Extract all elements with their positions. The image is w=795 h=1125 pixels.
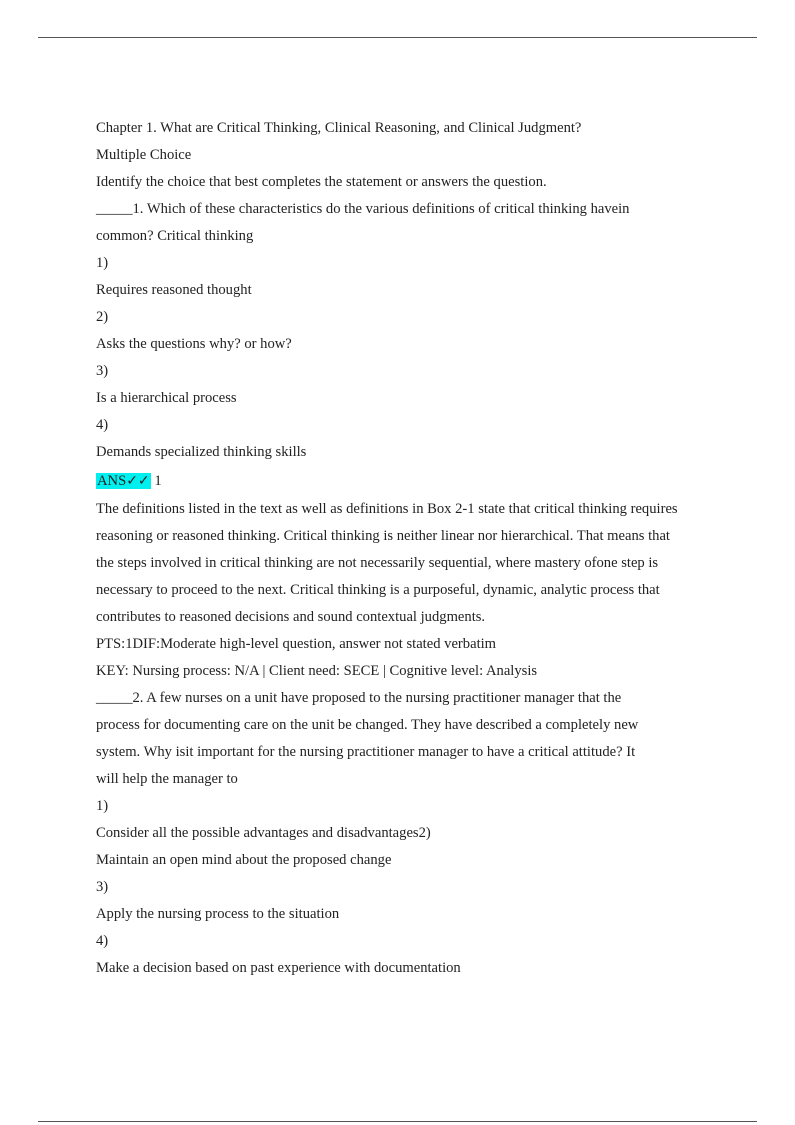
- q2-line-1: 1): [96, 798, 109, 814]
- q2-stem-line-2: process for documenting care on the unit be changed. They have described a completely new: [96, 717, 639, 733]
- answer-highlight: [96, 473, 151, 489]
- q1-rationale-line-3: the steps involved in critical thinking are not necessarily sequential, where mastery ofone step is: [96, 555, 659, 571]
- q1-option-3-text: Is a hierarchical process: [96, 390, 237, 406]
- instructions: Identify the choice that best completes the statement or answers the question.: [96, 174, 547, 190]
- answer-label: ANS: [97, 473, 127, 489]
- q1-rationale-line-1: The definitions listed in the text as well as definitions in Box 2-1 state that critical thinking requires: [96, 501, 678, 517]
- q1-pts-line: PTS:1DIF:Moderate high-level question, answer not stated verbatim: [96, 636, 497, 652]
- q1-option-4-text: Demands specialized thinking skills: [96, 444, 307, 460]
- top-rule: [38, 37, 757, 38]
- bottom-rule: [38, 1121, 757, 1122]
- q1-rationale-line-2: reasoning or reasoned thinking. Critical thinking is neither linear nor hierarchical. That means that: [96, 528, 670, 544]
- chapter-title: Chapter 1. What are Critical Thinking, Clinical Reasoning, and Clinical Judgment?: [96, 120, 582, 136]
- q2-line-6: 4): [96, 933, 109, 949]
- q1-rationale-line-4: necessary to proceed to the next. Critical thinking is a purposeful, dynamic, analytic process that: [96, 582, 660, 598]
- answer-value: 1: [150, 473, 162, 489]
- q1-answer-line: [96, 468, 716, 495]
- q1-option-1-number: 1): [96, 255, 109, 271]
- q2-stem-line-1: _____2. A few nurses on a unit have proposed to the nursing practitioner manager that the: [96, 690, 622, 706]
- q1-option-2-number: 2): [96, 309, 109, 325]
- q1-rationale-line-5: contributes to reasoned decisions and sound contextual judgments.: [96, 609, 486, 625]
- q2-line-2: Consider all the possible advantages and disadvantages2): [96, 825, 431, 841]
- q1-key-line: KEY: Nursing process: N/A | Client need: SECE | Cognitive level: Analysis: [96, 663, 538, 679]
- section-heading: Multiple Choice: [96, 147, 192, 163]
- q2-line-4: 3): [96, 879, 109, 895]
- q1-option-1-text: Requires reasoned thought: [96, 282, 252, 298]
- q1-option-4-number: 4): [96, 417, 109, 433]
- q1-stem-line-1: _____1. Which of these characteristics do the various definitions of critical thinking havein: [96, 201, 630, 217]
- check-marks-icon: ✓✓: [126, 473, 150, 489]
- q2-stem-line-4: will help the manager to: [96, 771, 238, 787]
- q2-stem-line-3: system. Why isit important for the nursing practitioner manager to have a critical attitude? It: [96, 744, 636, 760]
- q2-line-5: Apply the nursing process to the situation: [96, 906, 340, 922]
- q1-stem-line-2: common? Critical thinking: [96, 228, 254, 244]
- q2-line-7: Make a decision based on past experience with documentation: [96, 960, 461, 976]
- q1-option-2-text: Asks the questions why? or how?: [96, 336, 292, 352]
- q2-line-3: Maintain an open mind about the proposed change: [96, 852, 392, 868]
- q1-option-3-number: 3): [96, 363, 109, 379]
- page-body: [96, 115, 716, 982]
